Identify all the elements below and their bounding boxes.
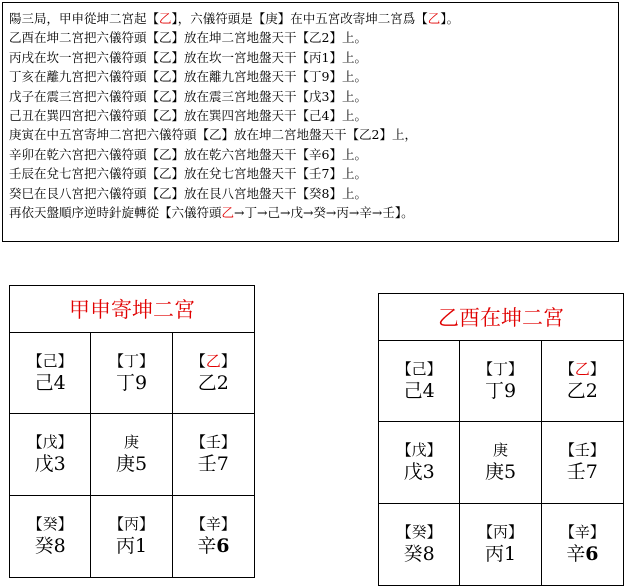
palace-cell <box>460 422 541 503</box>
heaven-stem-label: 【辛】 <box>559 523 605 542</box>
grid-title: 乙酉在坤二宮 <box>379 294 623 341</box>
highlight-char: 乙 <box>205 352 221 371</box>
earth-stem-label: 丙1 <box>115 535 148 558</box>
earth-stem-label: 戊3 <box>403 461 435 484</box>
earth-stem-label: 乙2 <box>197 372 229 395</box>
palace-cell <box>379 341 460 422</box>
palace-cell <box>91 333 172 414</box>
text-segment: 戊子在震三宮把六儀符頭【乙】放在震三宮地盤天干【戊3】上。 <box>9 88 367 104</box>
heaven-stem-label: 【戊】 <box>27 433 73 452</box>
heaven-stem-label: 【乙】 <box>190 352 236 371</box>
text-segment: 丙戌在坎一宮把六儀符頭【乙】放在坎一宮地盤天干【丙1】上。 <box>9 49 367 65</box>
palace-cell <box>173 333 254 414</box>
palace-number: 6 <box>585 543 599 566</box>
palace-cell <box>542 422 623 503</box>
text-segment: 辛卯在乾六宮把六儀符頭【乙】放在乾六宮地盤天干【辛6】上。 <box>9 146 367 162</box>
highlight-char: 乙 <box>574 360 590 379</box>
text-line <box>9 145 614 164</box>
earth-stem-label: 辛6 <box>197 535 230 558</box>
palace-cell <box>379 422 460 503</box>
text-segment: 再依天盤順序逆時針旋轉從【六儀符頭 <box>9 205 222 221</box>
heaven-stem-label: 【丙】 <box>108 515 154 534</box>
text-segment: 陽三局，甲申從坤二宮起【 <box>9 11 160 26</box>
palace-cell <box>542 341 623 422</box>
palace-cell <box>379 504 460 585</box>
highlight-char: 乙 <box>159 11 172 26</box>
earth-stem-label: 庚5 <box>115 453 148 476</box>
palace-cells <box>379 341 623 585</box>
palace-cell <box>460 341 541 422</box>
heaven-stem-label: 庚 <box>492 441 508 460</box>
earth-stem-label: 庚5 <box>484 461 517 484</box>
earth-stem-label: 丁9 <box>115 372 148 395</box>
text-line <box>9 28 614 47</box>
earth-stem-label: 戊3 <box>34 453 66 476</box>
text-line <box>9 184 614 203</box>
heaven-stem-label: 【己】 <box>396 360 442 379</box>
text-line <box>9 106 614 125</box>
grid-yiyou <box>378 293 624 586</box>
text-line <box>9 9 614 28</box>
earth-stem-label: 己4 <box>34 372 66 395</box>
heaven-stem-label: 【丁】 <box>477 360 523 379</box>
palace-cell <box>91 414 172 495</box>
palace-cell <box>173 496 254 577</box>
text-segment: →丁→己→戊→癸→丙→辛→壬】。 <box>234 205 414 221</box>
palace-cell <box>91 496 172 577</box>
palace-cell <box>10 496 91 577</box>
heaven-stem-label: 【壬】 <box>559 441 605 460</box>
text-segment: 】，六儀符頭是【庚】在中五宮改寄坤二宮爲【 <box>171 11 428 26</box>
highlight-char: 乙 <box>427 11 441 26</box>
highlight-char: 乙 <box>221 205 235 221</box>
palace-cell <box>460 504 541 585</box>
text-line <box>9 164 614 183</box>
heaven-stem-label: 【丁】 <box>108 352 154 371</box>
grid-title: 甲申寄坤二宮 <box>10 286 254 333</box>
text-segment: 壬辰在兌七宮把六儀符頭【乙】放在兌七宮地盤天干【壬7】上。 <box>9 166 367 182</box>
heaven-stem-label: 【己】 <box>27 352 73 371</box>
text-line <box>9 87 614 106</box>
earth-stem-label: 丁9 <box>484 380 517 403</box>
earth-stem-label: 癸8 <box>403 543 435 566</box>
text-segment: 】。 <box>440 11 460 26</box>
earth-stem-label: 辛6 <box>566 543 599 566</box>
text-segment: 乙酉在坤二宮把六儀符頭【乙】放在坤二宮地盤天干【乙2】上。 <box>9 30 367 46</box>
text-segment: 己丑在巽四宮把六儀符頭【乙】放在巽四宮地盤天干【己4】上。 <box>9 108 367 124</box>
heaven-stem-label: 【乙】 <box>559 360 605 379</box>
text-line <box>9 125 614 144</box>
palace-cell <box>173 414 254 495</box>
text-line <box>9 203 614 222</box>
text-segment: 庚寅在中五宮寄坤二宮把六儀符頭【乙】放在坤二宮地盤天干【乙2】上， <box>9 127 417 143</box>
text-line <box>9 67 614 86</box>
heaven-stem-label: 【戊】 <box>396 441 442 460</box>
text-segment: 癸巳在艮八宮把六儀符頭【乙】放在艮八宮地盤天干【癸8】上。 <box>9 185 367 201</box>
earth-stem-label: 乙2 <box>566 380 598 403</box>
heaven-stem-label: 【癸】 <box>396 523 442 542</box>
text-segment: 丁亥在離九宮把六儀符頭【乙】放在離九宮地盤天干【丁9】上。 <box>9 69 367 85</box>
earth-stem-label: 壬7 <box>566 461 598 484</box>
earth-stem-label: 丙1 <box>484 543 517 566</box>
heaven-stem-label: 【壬】 <box>190 433 236 452</box>
text-line <box>9 48 614 67</box>
palace-cell <box>542 504 623 585</box>
palace-number: 6 <box>216 535 230 558</box>
earth-stem-label: 己4 <box>403 380 435 403</box>
palace-cell <box>10 414 91 495</box>
grid-jiashen <box>9 285 255 578</box>
palace-cells <box>10 333 254 577</box>
heaven-stem-label: 【癸】 <box>27 515 73 534</box>
earth-stem-label: 癸8 <box>34 535 66 558</box>
earth-stem-label: 壬7 <box>197 453 229 476</box>
heaven-stem-label: 庚 <box>123 433 139 452</box>
heaven-stem-label: 【辛】 <box>190 515 236 534</box>
explanation-textbox <box>2 2 619 242</box>
palace-cell <box>10 333 91 414</box>
heaven-stem-label: 【丙】 <box>477 523 523 542</box>
